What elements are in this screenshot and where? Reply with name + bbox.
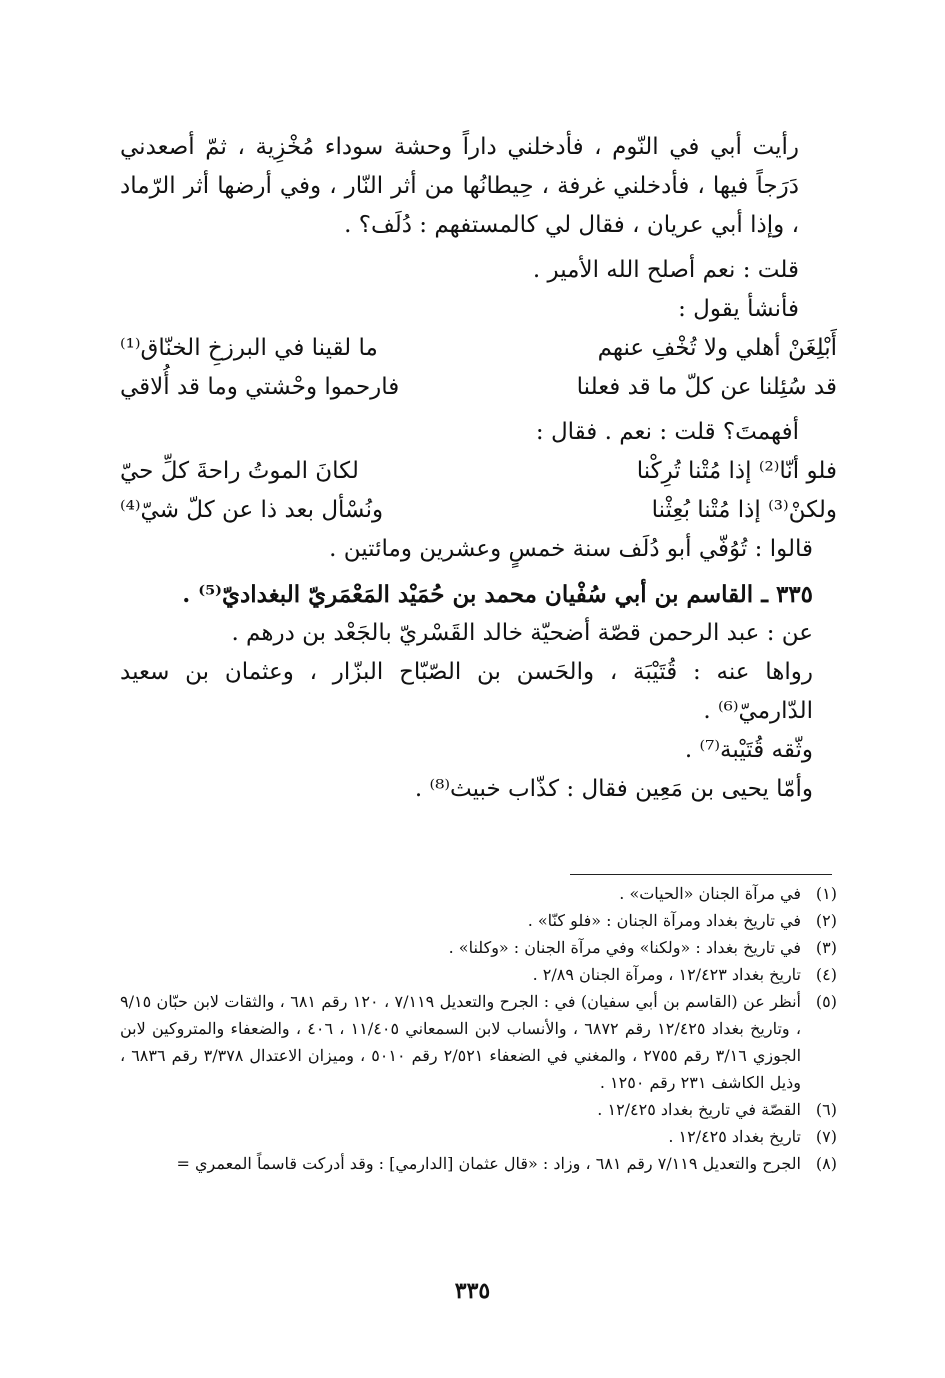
- footnote: [120, 934, 837, 961]
- verse-second-hemistich: لكانَ الموتُ راحةَ كلِّ حيّ: [120, 458, 359, 484]
- footnote: [120, 988, 837, 1096]
- paragraph: أفهمتَ؟ قلت : نعم . فقال :: [535, 419, 799, 445]
- verse-line: [120, 491, 837, 530]
- footnote: [120, 880, 837, 907]
- verse-second-hemistich: ما لقينا في البرزخِ الخنّاق⁽¹⁾: [120, 335, 378, 361]
- footnote: [120, 1096, 837, 1123]
- verse-line: [120, 368, 837, 407]
- paragraph: رواها عنه : قُتَيْبَة ، والحَسن بن الصّبّاح البزّار ، وعثمان بن سعيد الدّارميّ⁽⁶⁾ .: [120, 659, 813, 724]
- footnote: [120, 1123, 837, 1150]
- footnote-number: (٢): [815, 911, 837, 930]
- footnote-separator: [570, 874, 832, 875]
- entry-heading-wrap: [120, 575, 837, 614]
- verse-first-hemistich: قد سُئِلنا عن كلّ ما قد فعلنا: [576, 374, 837, 400]
- footnotes: [120, 880, 837, 1177]
- footnote-number: (٣): [815, 938, 837, 957]
- footnote-number: (٥): [815, 992, 837, 1011]
- paragraph: عن : عبد الرحمن قصّة أضحيّة خالد القَسْريّ بالجَعْد بن درهم .: [231, 620, 813, 646]
- paragraph: فأنشأ يقول :: [678, 296, 799, 322]
- footnote-number: (٦): [815, 1100, 837, 1119]
- footnote: [120, 1150, 837, 1177]
- footnote-text: في تاريخ بغداد ومرآة الجنان : «فلو كنّا» .: [527, 911, 801, 930]
- verse-first-hemistich: فلو أنّا⁽²⁾ إذا مُتْنا تُرِكْنا: [636, 458, 837, 484]
- footnote-text: أنظر عن (القاسم بن أبي سفيان) في : الجرح والتعديل ٧/١١٩ ، ١٢٠ رقم ٦٨١ ، والثقات لابن حبّان ٩/١٥ ، وتاريخ بغداد ١٢/٤٢٥ رقم ٦٨٧٢ ، والأنساب لابن السمعاني ١١/٤٠٥ ، ٤٠٦ ، والضعفاء والمتروكين لابن الجوزي ٣/١٦ رقم ٢٧٥٥ ، والمغني في الضعفاء ٢/٥٢١ رقم ٥٠١٠ ، وميزان الاعتدال ٣/٣٧٨ رقم ٦٨٣٦ ، وذيل الكاشف ٢٣١ رقم ١٢٥٠ .: [120, 992, 802, 1092]
- footnote: [120, 961, 837, 988]
- footnote-number: (١): [815, 884, 837, 903]
- verse-line: [120, 329, 837, 368]
- footnote-number: (٧): [815, 1127, 837, 1146]
- verse-second-hemistich: فارحموا وحْشتي وما قد أُلاقي: [120, 374, 400, 400]
- verse-first-hemistich: ولكنْ⁽³⁾ إذا مُتْنا بُعِثْنا: [651, 497, 837, 523]
- main-text: [120, 128, 837, 809]
- paragraph: وأمّا يحيى بن مَعِين فقال : كذّاب خبيث⁽⁸⁾ .: [414, 776, 813, 802]
- paragraph: وثّقه قُتَيْبة⁽⁷⁾ .: [684, 737, 813, 763]
- verse-line: [120, 452, 837, 491]
- verse-second-hemistich: ونُسْأل بعد ذا عن كلّ شيّ⁽⁴⁾: [120, 497, 384, 523]
- footnote: [120, 907, 837, 934]
- footnote-text: في تاريخ بغداد : «ولكنا» وفي مرآة الجنان : «وكلنا» .: [448, 938, 801, 957]
- footnote-number: (٤): [815, 965, 837, 984]
- footnote-text: تاريخ بغداد ١٢/٤٢٥ .: [668, 1127, 801, 1146]
- footnote-text: تاريخ بغداد ١٢/٤٢٣ ، ومرآة الجنان ٢/٨٩ .: [532, 965, 801, 984]
- footnote-text: في مرآة الجنان «الحيات» .: [619, 884, 801, 903]
- verse-first-hemistich: أَبْلِغَنْ أهلي ولا تُخْفِ عنهم: [597, 335, 837, 361]
- entry-heading: ٣٣٥ ـ القاسم بن أبي سُفْيان محمد بن حُمَيْد المَعْمَريّ البغداديّ⁽⁵⁾ .: [182, 581, 813, 608]
- footnote-number: (٨): [815, 1154, 837, 1173]
- footnote-text: الجرح والتعديل ٧/١١٩ رقم ٦٨١ ، وزاد : «قال عثمان [الدارمي] : وقد أدركت قاسماً المعمري =: [176, 1154, 801, 1173]
- page-number: ٣٣٥: [454, 1278, 491, 1304]
- paragraph: قلت : نعم أصلح الله الأمير .: [532, 257, 799, 283]
- paragraph: قالوا : تُوُفّي أبو دُلَف سنة خمسٍ وعشرين ومائتين .: [329, 536, 813, 562]
- footnote-text: القصّة في تاريخ بغداد ١٢/٤٢٥ .: [597, 1100, 801, 1119]
- paragraph: رأيت أبي في النّوم ، فأدخلني داراً وحشة سوداء مُخْزِية ، ثمّ أصعدني دَرَجاً فيها ، فأدخلني غرفة ، حِيطانُها من أثر النّار ، وفي أرضها أثر الرّماد ، وإذا أبي عريان ، فقال لي كالمستفهم : دُلَف؟ .: [120, 134, 799, 238]
